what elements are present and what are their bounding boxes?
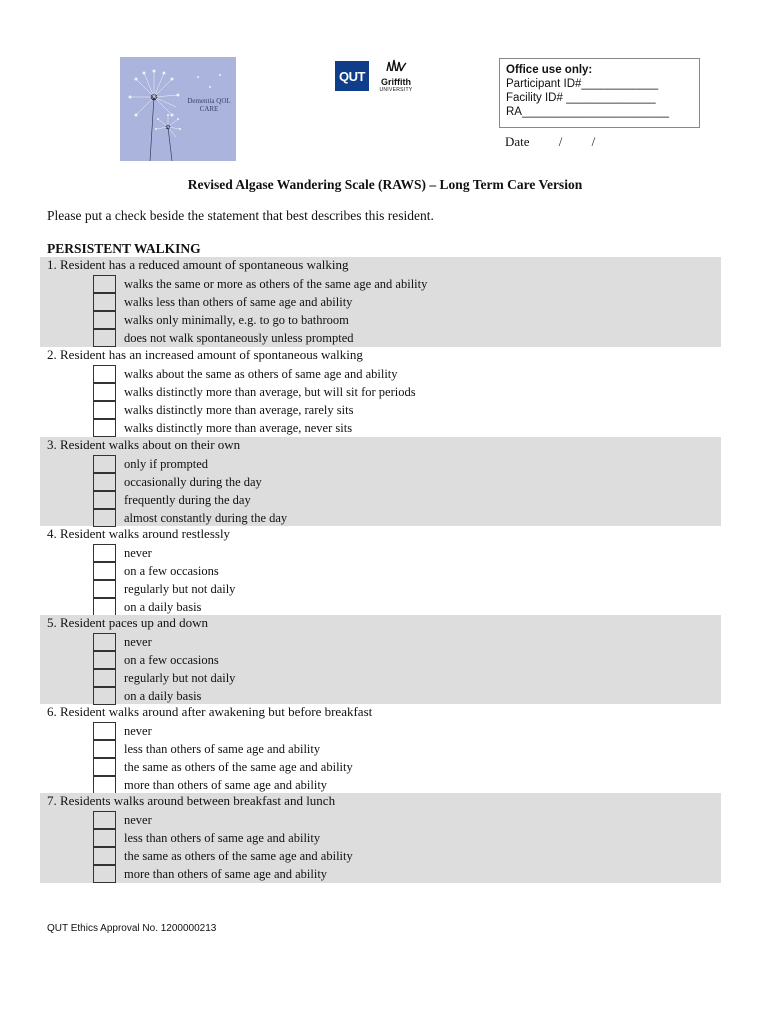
- option-row: [40, 633, 721, 651]
- option-checkbox[interactable]: [93, 491, 116, 509]
- option-checkbox[interactable]: [93, 776, 116, 794]
- option-checkbox[interactable]: [93, 758, 116, 776]
- option-label: does not walk spontaneously unless prompted: [124, 331, 354, 345]
- option-row: [40, 544, 721, 562]
- option-row: [40, 311, 721, 329]
- question-title: 5. Resident paces up and down: [47, 615, 209, 630]
- option-label: walks only minimally, e.g. to go to bathroom: [124, 313, 349, 327]
- option-label: walks about the same as others of same age and ability: [124, 367, 398, 381]
- question-title: 2. Resident has an increased amount of spontaneous walking: [47, 347, 363, 362]
- option-checkbox[interactable]: [93, 722, 116, 740]
- option-label: on a few occasions: [124, 653, 219, 667]
- griffith-university: UNIVERSITY: [379, 87, 413, 93]
- option-row: [40, 811, 721, 829]
- option-checkbox[interactable]: [93, 383, 116, 401]
- option-row: [40, 562, 721, 580]
- option-checkbox[interactable]: [93, 544, 116, 562]
- option-label: on a few occasions: [124, 564, 219, 578]
- option-row: [40, 829, 721, 847]
- option-label: never: [124, 546, 152, 560]
- option-row: [40, 758, 721, 776]
- question-3: [40, 437, 721, 526]
- date-field[interactable]: Date / /: [505, 134, 596, 149]
- option-label: the same as others of the same age and ability: [124, 849, 353, 863]
- option-row: [40, 383, 721, 401]
- option-label: on a daily basis: [124, 600, 202, 614]
- option-checkbox[interactable]: [93, 651, 116, 669]
- question-2: [40, 347, 721, 437]
- option-checkbox[interactable]: [93, 829, 116, 847]
- option-row: [40, 455, 721, 473]
- option-row: [40, 509, 721, 527]
- option-row: [40, 669, 721, 687]
- option-label: frequently during the day: [124, 493, 251, 507]
- question-1: [40, 257, 721, 347]
- option-row: [40, 365, 721, 383]
- option-label: walks the same or more as others of the same age and ability: [124, 277, 428, 291]
- question-title: 3. Resident walks about on their own: [47, 437, 241, 452]
- option-row: [40, 293, 721, 311]
- option-row: [40, 847, 721, 865]
- option-row: [40, 865, 721, 883]
- question-title: 4. Resident walks around restlessly: [47, 526, 231, 541]
- question-title: 1. Resident has a reduced amount of spontaneous walking: [47, 257, 349, 272]
- option-row: [40, 473, 721, 491]
- qut-logo: QUT: [335, 61, 369, 91]
- option-checkbox[interactable]: [93, 401, 116, 419]
- option-checkbox[interactable]: [93, 687, 116, 705]
- option-row: [40, 776, 721, 794]
- griffith-name: Griffith: [381, 77, 411, 87]
- option-label: walks distinctly more than average, rarely sits: [124, 403, 354, 417]
- section-heading: PERSISTENT WALKING: [47, 241, 201, 256]
- participant-id-field[interactable]: Participant ID#____________: [506, 78, 659, 90]
- griffith-logo: [376, 59, 416, 93]
- option-label: regularly but not daily: [124, 582, 236, 596]
- office-use-box: [499, 58, 700, 128]
- option-checkbox[interactable]: [93, 293, 116, 311]
- option-row: [40, 722, 721, 740]
- option-checkbox[interactable]: [93, 740, 116, 758]
- dementia-logo-text: Dementia QOL CARE: [187, 97, 231, 113]
- option-label: walks distinctly more than average, but will sit for periods: [124, 385, 416, 399]
- option-checkbox[interactable]: [93, 419, 116, 437]
- option-checkbox[interactable]: [93, 580, 116, 598]
- option-row: [40, 275, 721, 293]
- option-row: [40, 491, 721, 509]
- option-label: less than others of same age and ability: [124, 742, 321, 756]
- option-label: less than others of same age and ability: [124, 831, 321, 845]
- option-label: regularly but not daily: [124, 671, 236, 685]
- option-checkbox[interactable]: [93, 669, 116, 687]
- option-checkbox[interactable]: [93, 509, 116, 527]
- option-label: on a daily basis: [124, 689, 202, 703]
- instruction-text: Please put a check beside the statement that best describes this resident.: [47, 208, 434, 223]
- option-row: [40, 401, 721, 419]
- option-checkbox[interactable]: [93, 311, 116, 329]
- option-row: [40, 651, 721, 669]
- question-7: [40, 793, 721, 883]
- option-checkbox[interactable]: [93, 329, 116, 347]
- office-use-title: Office use only:: [506, 64, 593, 76]
- facility-id-field[interactable]: Facility ID# ______________: [506, 92, 656, 104]
- question-title: 6. Resident walks around after awakening but before breakfast: [47, 704, 373, 719]
- option-checkbox[interactable]: [93, 598, 116, 616]
- ethics-approval-footer: QUT Ethics Approval No. 1200000213: [47, 923, 217, 934]
- option-checkbox[interactable]: [93, 811, 116, 829]
- option-label: never: [124, 635, 152, 649]
- question-6: [40, 704, 721, 793]
- griffith-emblem-icon: [385, 59, 407, 72]
- option-label: almost constantly during the day: [124, 511, 288, 525]
- option-row: [40, 329, 721, 347]
- option-row: [40, 419, 721, 437]
- question-title: 7. Residents walks around between breakfast and lunch: [47, 793, 336, 808]
- option-label: walks distinctly more than average, never sits: [124, 421, 353, 435]
- dementia-care-logo: [120, 57, 236, 161]
- option-checkbox[interactable]: [93, 865, 116, 883]
- option-label: occasionally during the day: [124, 475, 262, 489]
- option-checkbox[interactable]: [93, 562, 116, 580]
- question-4: [40, 526, 721, 615]
- ra-field[interactable]: RA_______________________: [506, 106, 670, 118]
- question-5: [40, 615, 721, 704]
- option-row: [40, 740, 721, 758]
- option-label: more than others of same age and ability: [124, 778, 328, 792]
- option-checkbox[interactable]: [93, 633, 116, 651]
- option-checkbox[interactable]: [93, 473, 116, 491]
- option-label: the same as others of the same age and ability: [124, 760, 353, 774]
- option-label: only if prompted: [124, 457, 209, 471]
- option-row: [40, 598, 721, 616]
- option-checkbox[interactable]: [93, 455, 116, 473]
- option-row: [40, 580, 721, 598]
- option-checkbox[interactable]: [93, 275, 116, 293]
- option-checkbox[interactable]: [93, 365, 116, 383]
- option-label: never: [124, 724, 152, 738]
- option-row: [40, 687, 721, 705]
- document-title: Revised Algase Wandering Scale (RAWS) – Long Term Care Version: [187, 177, 583, 192]
- option-checkbox[interactable]: [93, 847, 116, 865]
- option-label: never: [124, 813, 152, 827]
- option-label: more than others of same age and ability: [124, 867, 328, 881]
- option-label: walks less than others of same age and ability: [124, 295, 353, 309]
